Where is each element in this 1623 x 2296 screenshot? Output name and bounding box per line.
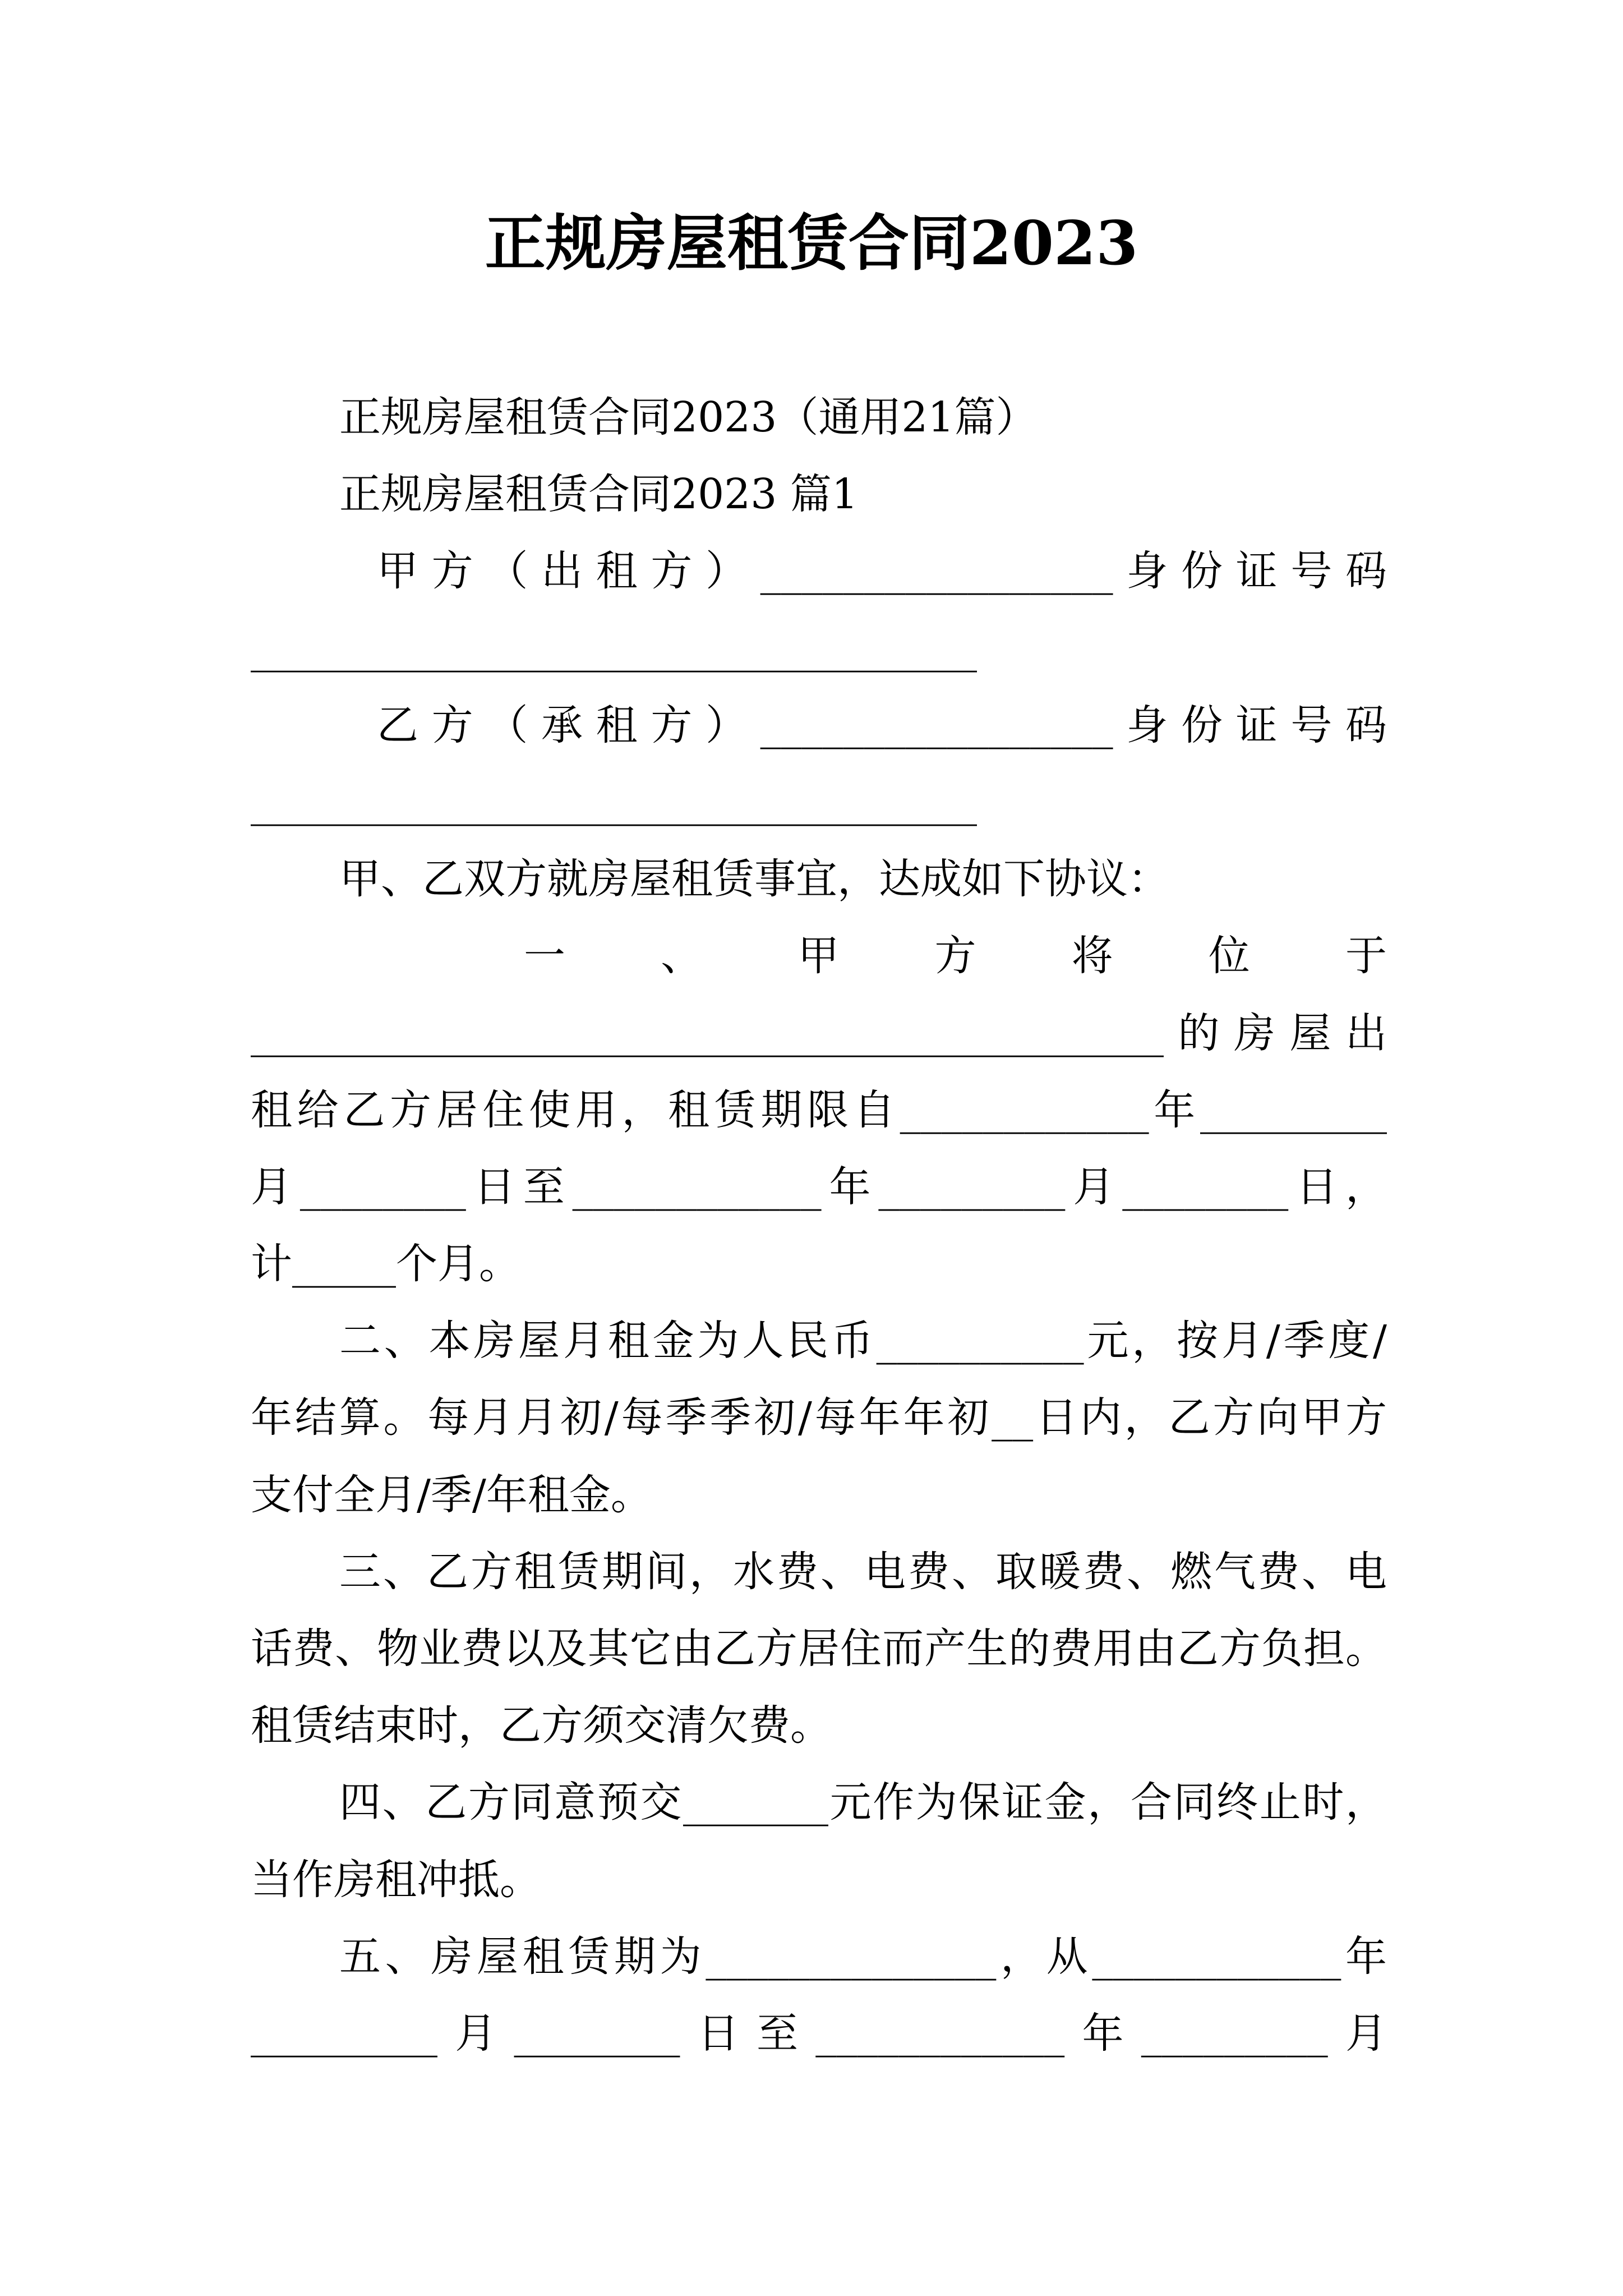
party-a-id-blank: ___________________________________ [251,624,977,673]
clause-3-line: 租赁结束时，乙方须交清欠费。 [251,1701,832,1750]
clause-3-line: 三、乙方租赁期间，水费、电费、取暖费、燃气费、电 [339,1547,1387,1596]
party-b-line: 乙方（承租方）_________________身份证号码 [377,701,1387,749]
clause-1-line: 计_____个月。 [251,1240,520,1289]
party-a-line: 甲方（出租方）_________________身份证号码 [377,547,1387,596]
clause-4-line: 当作房租冲抵。 [251,1855,541,1904]
clause-2-line: 支付全月/季/年租金。 [251,1470,652,1519]
clause-4-line: 四、乙方同意预交_______元作为保证金，合同终止时， [339,1778,1387,1827]
document-title: 正规房屋租赁合同2023 [485,208,1138,279]
clause-1-line: 一、甲方将位于 [524,932,1387,981]
clause-2-line: 年结算。每月月初/每季季初/每年年初__日内，乙方向甲方 [251,1393,1387,1442]
party-b-id-blank: ___________________________________ [251,777,977,826]
clause-2-line: 二、本房屋月租金为人民币__________元，按月/季度/ [339,1317,1387,1365]
section-heading: 正规房屋租赁合同2023 篇1 [339,470,858,519]
document-subtitle: 正规房屋租赁合同2023（通用21篇） [339,393,1038,441]
clause-5-line: _________月________日至____________年_________月 [251,2009,1387,2058]
document-body [251,379,1387,2072]
clause-5-line: 五、房屋租赁期为______________，从____________年 [339,1932,1387,1981]
agreement-intro: 甲、乙双方就房屋租赁事宜，达成如下协议： [339,855,1169,904]
clause-1-line: ____________________________________________的房屋出 [251,1009,1387,1057]
clause-1-line: 月________日至____________年_________月________日， [251,1162,1387,1211]
clause-3-line: 话费、物业费以及其它由乙方居住而产生的费用由乙方负担。 [251,1625,1387,1673]
clause-1-line: 租给乙方居住使用，租赁期限自____________年_________ [251,1085,1387,1134]
